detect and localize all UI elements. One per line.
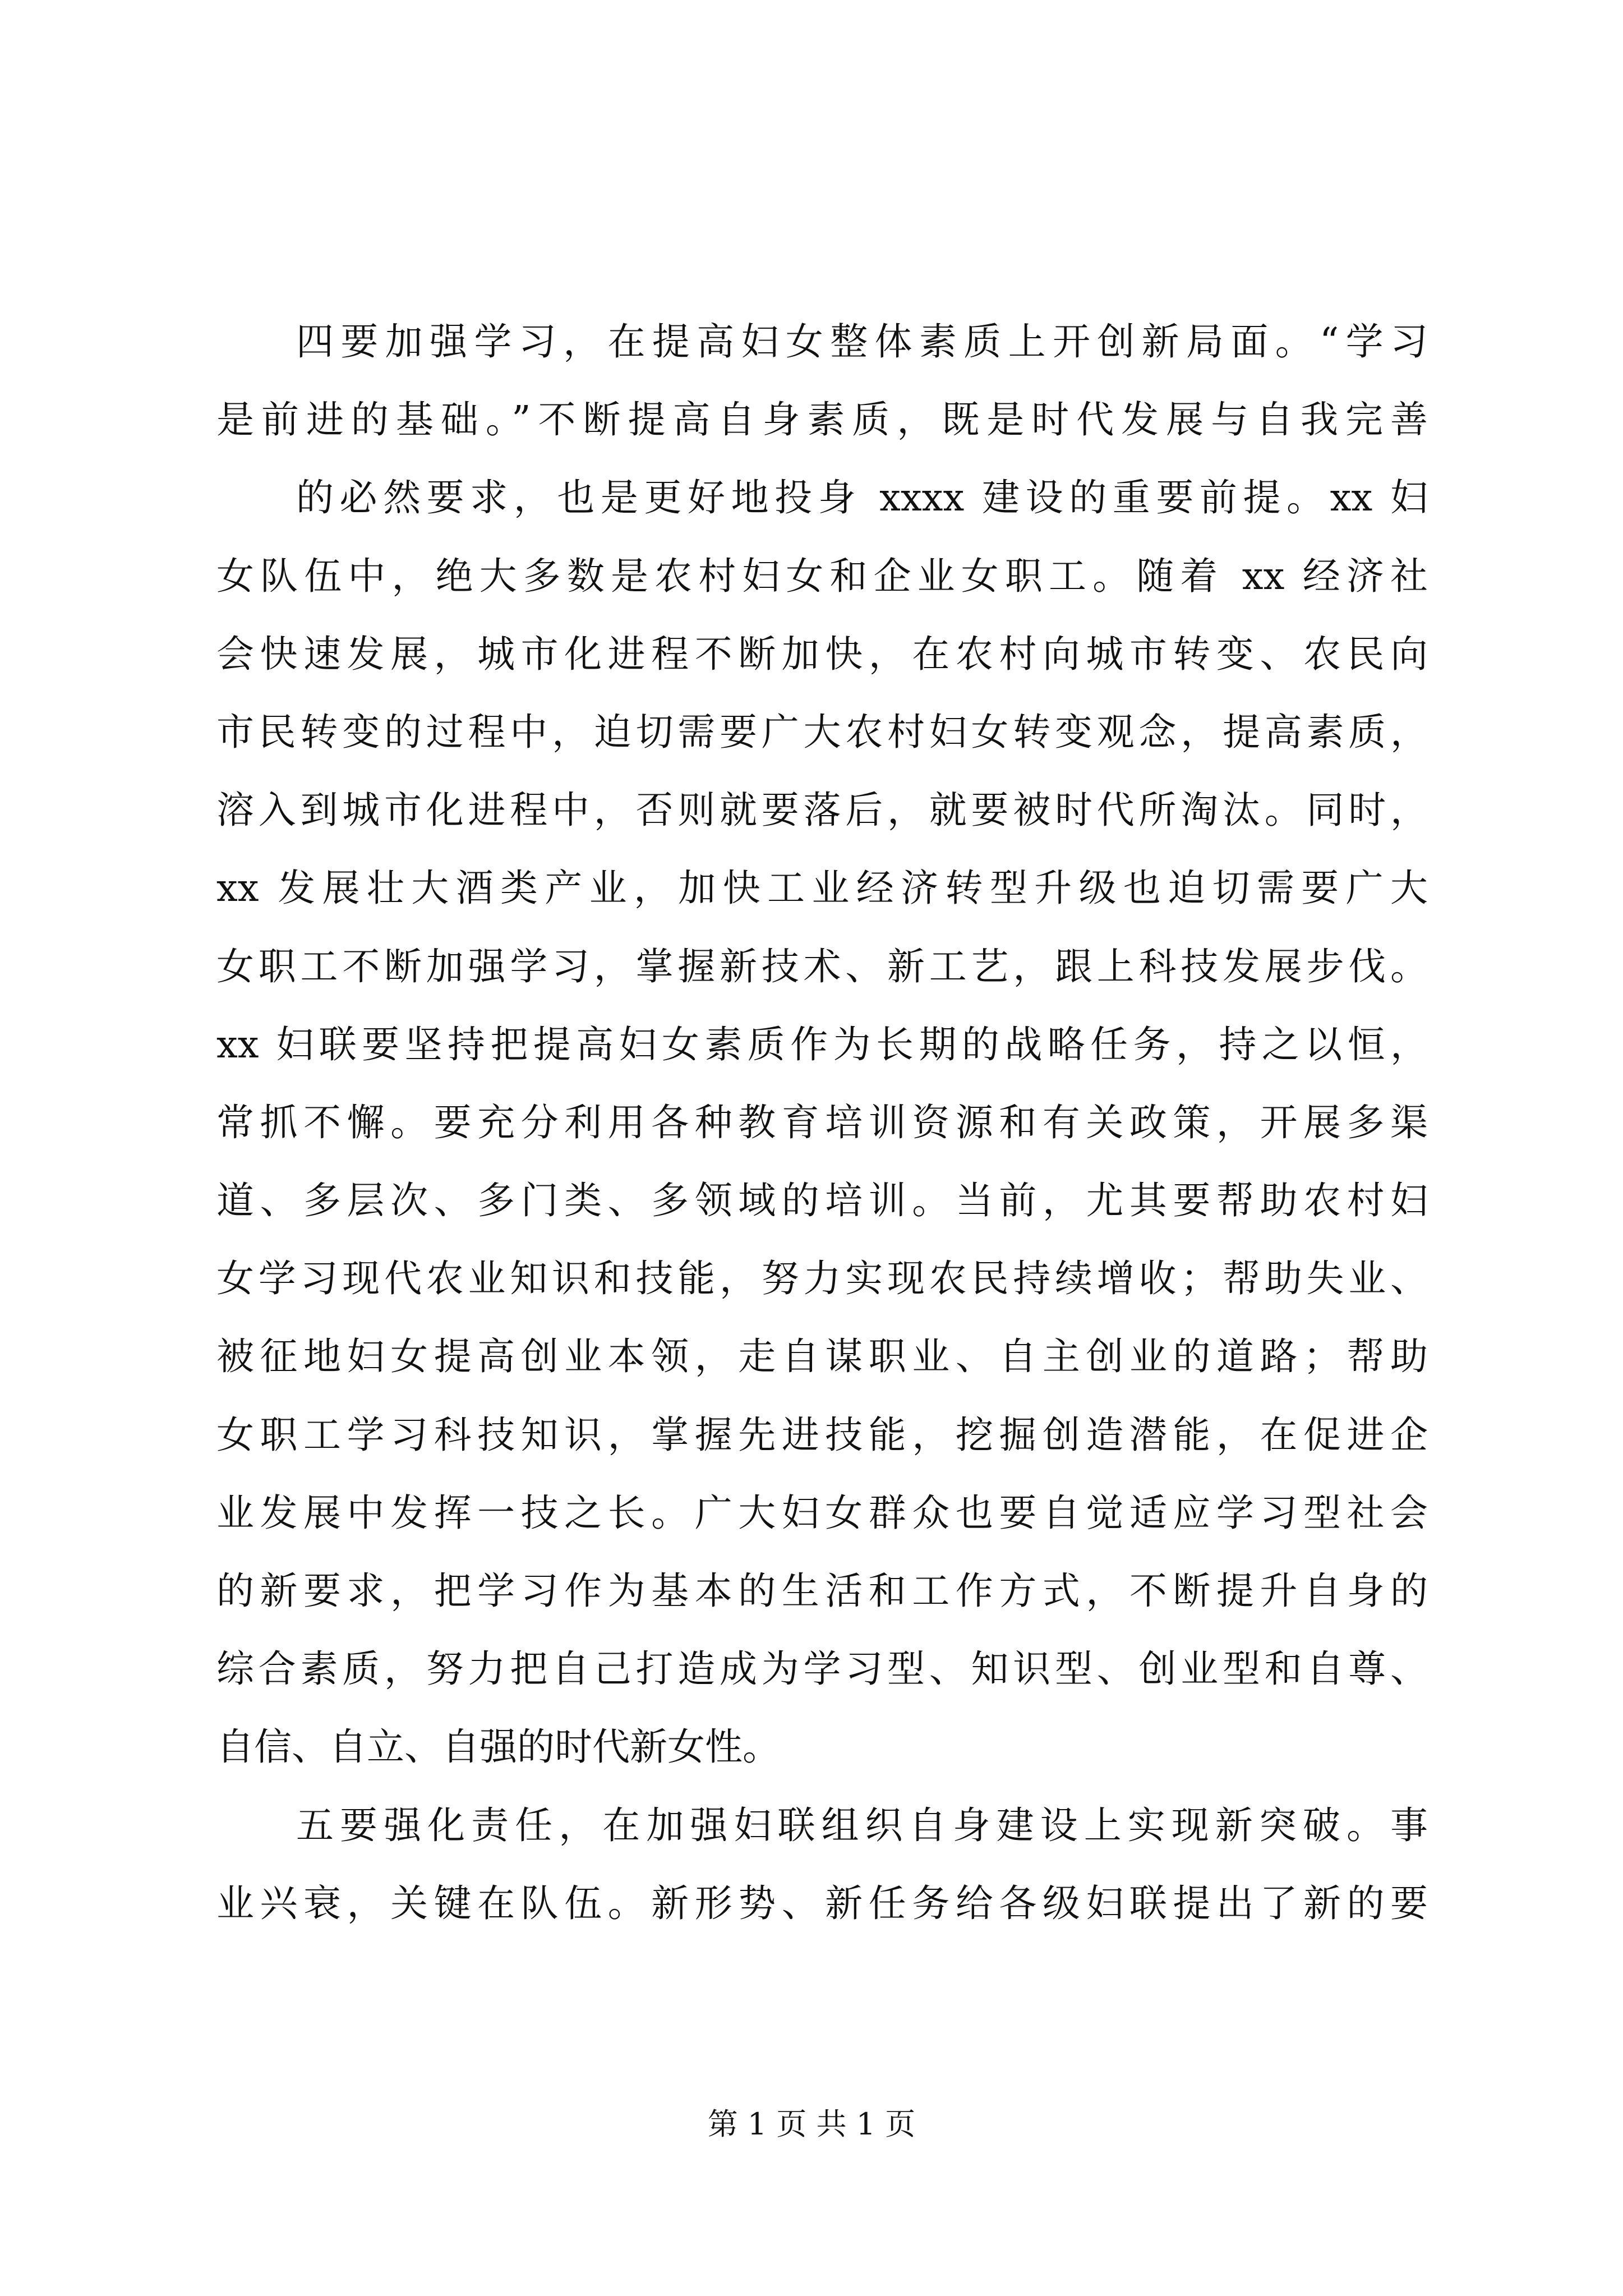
text-line: xx 发展壮大酒类产业，加快工业经济转型升级也迫切需要广大 <box>216 866 1428 910</box>
text-line: 是前进的基础。”不断提高自身素质，既是时代发展与自我完善 <box>216 398 1428 442</box>
text-line: 综合素质，努力把自己打造成为学习型、知识型、创业型和自尊、 <box>216 1647 1428 1691</box>
text-line: 被征地妇女提高创业本领，走自谋职业、自主创业的道路；帮助 <box>216 1335 1428 1379</box>
page-number-footer: 第 1 页 共 1 页 <box>707 2106 916 2142</box>
text-line: 自信、自立、自强的时代新女性。 <box>216 1725 780 1769</box>
text-line: 女学习现代农业知识和技能，努力实现农民持续增收；帮助失业、 <box>216 1257 1428 1301</box>
text-line: 业兴衰，关键在队伍。新形势、新任务给各级妇联提出了新的要 <box>216 1881 1428 1925</box>
text-line: xx 妇联要坚持把提高妇女素质作为长期的战略任务，持之以恒， <box>216 1022 1428 1066</box>
text-line: 常抓不懈。要充分利用各种教育培训资源和有关政策，开展多渠 <box>216 1100 1428 1144</box>
text-line: 道、多层次、多门类、多领域的培训。当前，尤其要帮助农村妇 <box>216 1179 1428 1223</box>
text-line: 女职工学习科技知识，掌握先进技能，挖掘创造潜能，在促进企 <box>216 1412 1428 1457</box>
text-line: 的新要求，把学习作为基本的生活和工作方式，不断提升自身的 <box>216 1569 1428 1613</box>
text-line: 五要强化责任，在加强妇联组织自身建设上实现新突破。事 <box>296 1803 1428 1847</box>
text-line: 会快速发展，城市化进程不断加快，在农村向城市转变、农民向 <box>216 632 1428 676</box>
text-line: 的必然要求，也是更好地投身 xxxx 建设的重要前提。xx 妇 <box>296 476 1428 520</box>
body-text <box>216 303 1428 1943</box>
text-line: 市民转变的过程中，迫切需要广大农村妇女转变观念，提高素质， <box>216 710 1428 754</box>
text-line: 女队伍中，绝大多数是农村妇女和企业女职工。随着 xx 经济社 <box>216 554 1428 598</box>
text-line: 四要加强学习，在提高妇女整体素质上开创新局面。“学习 <box>296 320 1428 364</box>
text-line: 业发展中发挥一技之长。广大妇女群众也要自觉适应学习型社会 <box>216 1490 1428 1535</box>
text-line: 溶入到城市化进程中，否则就要落后，就要被时代所淘汰。同时， <box>216 788 1428 832</box>
text-line: 女职工不断加强学习，掌握新技术、新工艺，跟上科技发展步伐。 <box>216 944 1428 988</box>
